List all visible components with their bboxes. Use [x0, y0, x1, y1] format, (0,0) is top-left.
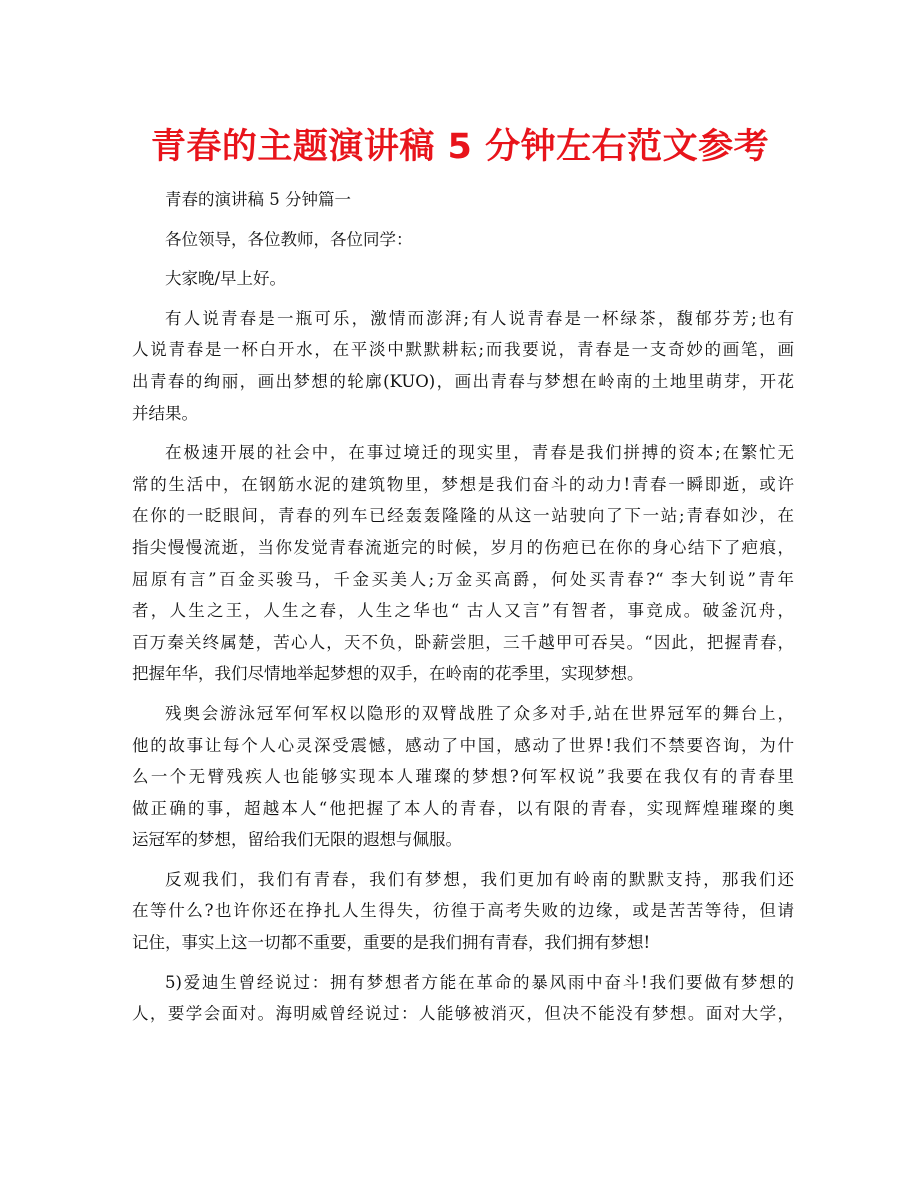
paragraph-line: 5)爱迪生曾经说过：拥有梦想者方能在革命的暴风雨中奋斗!我们要做有梦想的 [165, 972, 794, 992]
paragraph-line: 百万秦关终属楚，苦心人，天不负，卧薪尝胆，三千越甲可吞吴。“因此，把握青春， [132, 632, 794, 652]
paragraph-line: 把握年华，我们尽情地举起梦想的双手，在岭南的花季里，实现梦想。 [132, 664, 644, 684]
paragraph-line: 记住，事实上这一切都不重要，重要的是我们拥有青春，我们拥有梦想! [132, 933, 651, 953]
paragraph-line: 指尖慢慢流逝，当你发觉青春流逝完的时候，岁月的伤疤已在你的身心结下了疤痕， [132, 537, 794, 557]
paragraph-line: 么一个无臂残疾人也能够实现本人璀璨的梦想?何军权说”我要在我仅有的青春里 [132, 767, 794, 787]
salutation-line: 各位领导，各位教师，各位同学： [165, 229, 413, 249]
paragraph-3 [132, 698, 794, 856]
greeting-line: 大家晚/早上好。 [165, 269, 287, 289]
paragraph-line: 在等什么?也许你还在挣扎人生得失，彷徨于高考失败的边缘，或是苦苦等待，但请 [132, 901, 794, 921]
subtitle-line: 青春的演讲稿 5 分钟篇一 [165, 190, 351, 209]
paragraph-line: 者，人生之王，人生之春，人生之华也“ 古人又言”有智者，事竞成。破釜沉舟， [132, 601, 794, 621]
paragraph-4 [132, 864, 794, 959]
paragraph-line: 他的故事让每个人心灵深受震憾，感动了中国，感动了世界!我们不禁要咨询，为什 [132, 735, 794, 755]
paragraph-line: 运冠军的梦想，留给我们无限的遐想与佩服。 [132, 830, 462, 850]
paragraph-line: 人，要学会面对。海明威曾经说过：人能够被消灭，但决不能没有梦想。面对大学， [132, 1004, 794, 1024]
paragraph-line: 做正确的事，超越本人“他把握了本人的青春，以有限的青春，实现辉煌璀璨的奥 [132, 798, 794, 818]
paragraph-line: 屈原有言”百金买骏马，千金买美人;万金买高爵，何处买青春?“ 李大钊说”青年 [132, 569, 794, 589]
paragraph-2 [132, 437, 794, 690]
paragraph-5 [132, 967, 794, 1030]
document-body [132, 184, 794, 1030]
paragraph-line: 在极速开展的社会中，在事过境迁的现实里，青春是我们拼搏的资本;在繁忙无 [165, 443, 794, 463]
document-title: 青春的主题演讲稿 5 分钟左右范文参考 [150, 127, 770, 167]
paragraph-line: 出青春的绚丽，画出梦想的轮廓(KUO)，画出青春与梦想在岭南的土地里萌芽，开花 [132, 371, 794, 391]
paragraph-line: 有人说青春是一瓶可乐，激情而澎湃;有人说青春是一杯绿茶，馥郁芬芳;也有 [165, 308, 794, 328]
paragraph-line: 并结果。 [132, 403, 198, 423]
paragraph-line: 在你的一眨眼间，青春的列车已经轰轰隆隆的从这一站驶向了下一站;青春如沙，在 [132, 506, 794, 526]
paragraph-line: 常的生活中，在钢筋水泥的建筑物里，梦想是我们奋斗的动力!青春一瞬即逝，或许 [132, 474, 794, 494]
paragraph-line: 反观我们，我们有青春，我们有梦想，我们更加有岭南的默默支持，那我们还 [165, 869, 794, 889]
paragraph-line: 人说青春是一杯白开水，在平淡中默默耕耘;而我要说，青春是一支奇妙的画笔，画 [132, 340, 794, 360]
paragraph-1 [132, 303, 794, 429]
paragraph-line: 残奥会游泳冠军何军权以隐形的双臂战胜了众多对手,站在世界冠军的舞台上， [165, 703, 794, 723]
